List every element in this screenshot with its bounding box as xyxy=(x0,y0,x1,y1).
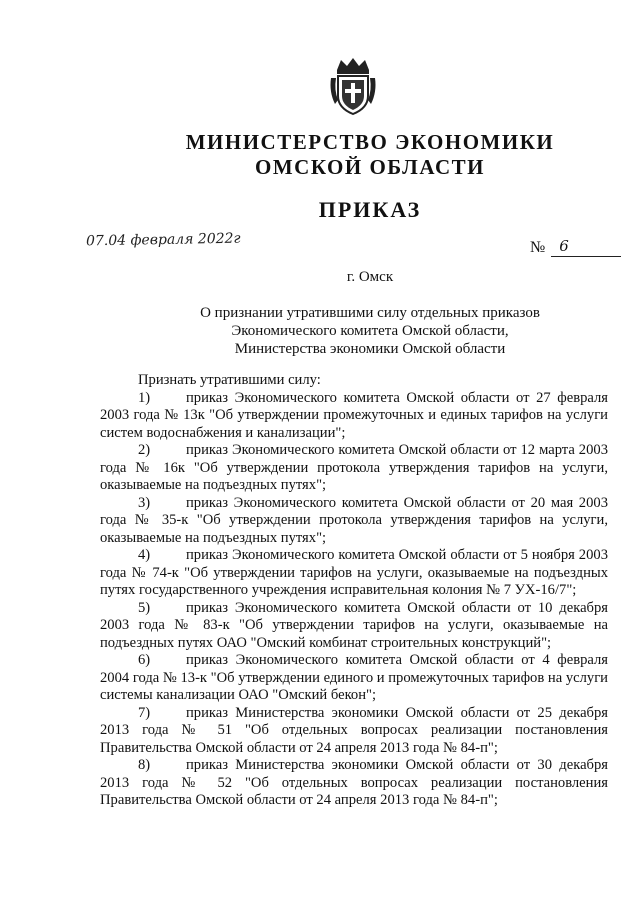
item-text: приказ Экономического комитета Омской области от 4 февраля 2004 года № 13-к "Об утверждении единого и промежуточных тарифов на услуги системы канализации ОАО "Омский бекон"; xyxy=(100,652,608,703)
document-type: ПРИКАЗ xyxy=(318,197,422,222)
item-text: приказ Министерства экономики Омской области от 25 декабря 2013 года № 51 "Об отдельных вопросах реализации постановления Правительства Омской области от 24 апреля 2013 года № 84-п"; xyxy=(100,704,608,756)
item-text: приказ Экономического комитета Омской области от 20 мая 2003 года № 35-к "Об утверждении протокола утверждения тарифов на услуги, оказываемые на подъездных путях"; xyxy=(100,494,608,546)
handwritten-date: 07.04 февраля 2022г xyxy=(85,230,241,250)
list-item xyxy=(100,442,608,495)
item-number: 7) xyxy=(138,704,151,721)
item-text: приказ Экономического комитета Омской области от 10 декабря 2003 года № 83-к "Об утверждении тарифов на услуги, оказываемые на подъездных путях ОАО "Омский комбинат строительных конструкций"; xyxy=(100,599,608,651)
list-item xyxy=(100,757,608,810)
intro-text: Признать утратившими силу: xyxy=(138,372,321,388)
item-text: приказ Министерства экономики Омской области от 30 декабря 2013 года № 52 "Об отдельных вопросах реализации постановления Правительства Омской области от 24 апреля 2013 года № 84-п"; xyxy=(100,757,608,808)
list-item xyxy=(100,495,608,548)
document-number xyxy=(530,238,621,257)
item-text: приказ Экономического комитета Омской области от 5 ноября 2003 года № 74-к "Об утверждении тарифов на услуги, оказываемые на подъездных путях государственного учреждения исправительная колония № 7 УХ-16/7"; xyxy=(100,547,608,598)
item-number: 2) xyxy=(138,442,151,458)
ministry-line-1: МИНИСТЕРСТВО ЭКОНОМИКИ xyxy=(185,130,555,154)
list-item xyxy=(100,705,608,758)
list-item xyxy=(100,652,608,705)
list-item xyxy=(100,547,608,600)
item-number: 8) xyxy=(138,757,151,773)
item-text: приказ Экономического комитета Омской области от 27 февраля 2003 года № 13к "Об утверждении промежуточных и единых тарифов на услуги систем водоснабжения и канализации"; xyxy=(100,389,608,441)
list-item xyxy=(100,600,608,653)
city: г. Омск xyxy=(346,269,394,285)
subject-line-1: О признании утратившими силу отдельных приказов xyxy=(200,305,540,321)
list-item xyxy=(100,390,608,443)
item-number: 6) xyxy=(138,652,151,668)
number-value: 6 xyxy=(559,237,569,255)
item-number: 4) xyxy=(138,547,151,563)
ministry-title xyxy=(100,130,640,180)
item-number: 1) xyxy=(138,389,151,406)
ministry-line-2: ОМСКОЙ ОБЛАСТИ xyxy=(255,155,485,179)
document-subject xyxy=(100,304,640,358)
item-number: 3) xyxy=(138,494,151,511)
number-underline xyxy=(551,238,621,257)
item-text: приказ Экономического комитета Омской области от 12 марта 2003 года № 16к "Об утверждении протокола утверждения тарифов на услуги, оказываемые на подъездных путях"; xyxy=(100,442,608,493)
subject-line-2: Экономического комитета Омской области, xyxy=(231,323,509,339)
subject-line-3: Министерства экономики Омской области xyxy=(234,341,506,357)
item-number: 5) xyxy=(138,599,151,616)
coat-of-arms-icon xyxy=(329,56,377,116)
number-label: № xyxy=(530,239,546,256)
document-body xyxy=(100,372,608,810)
